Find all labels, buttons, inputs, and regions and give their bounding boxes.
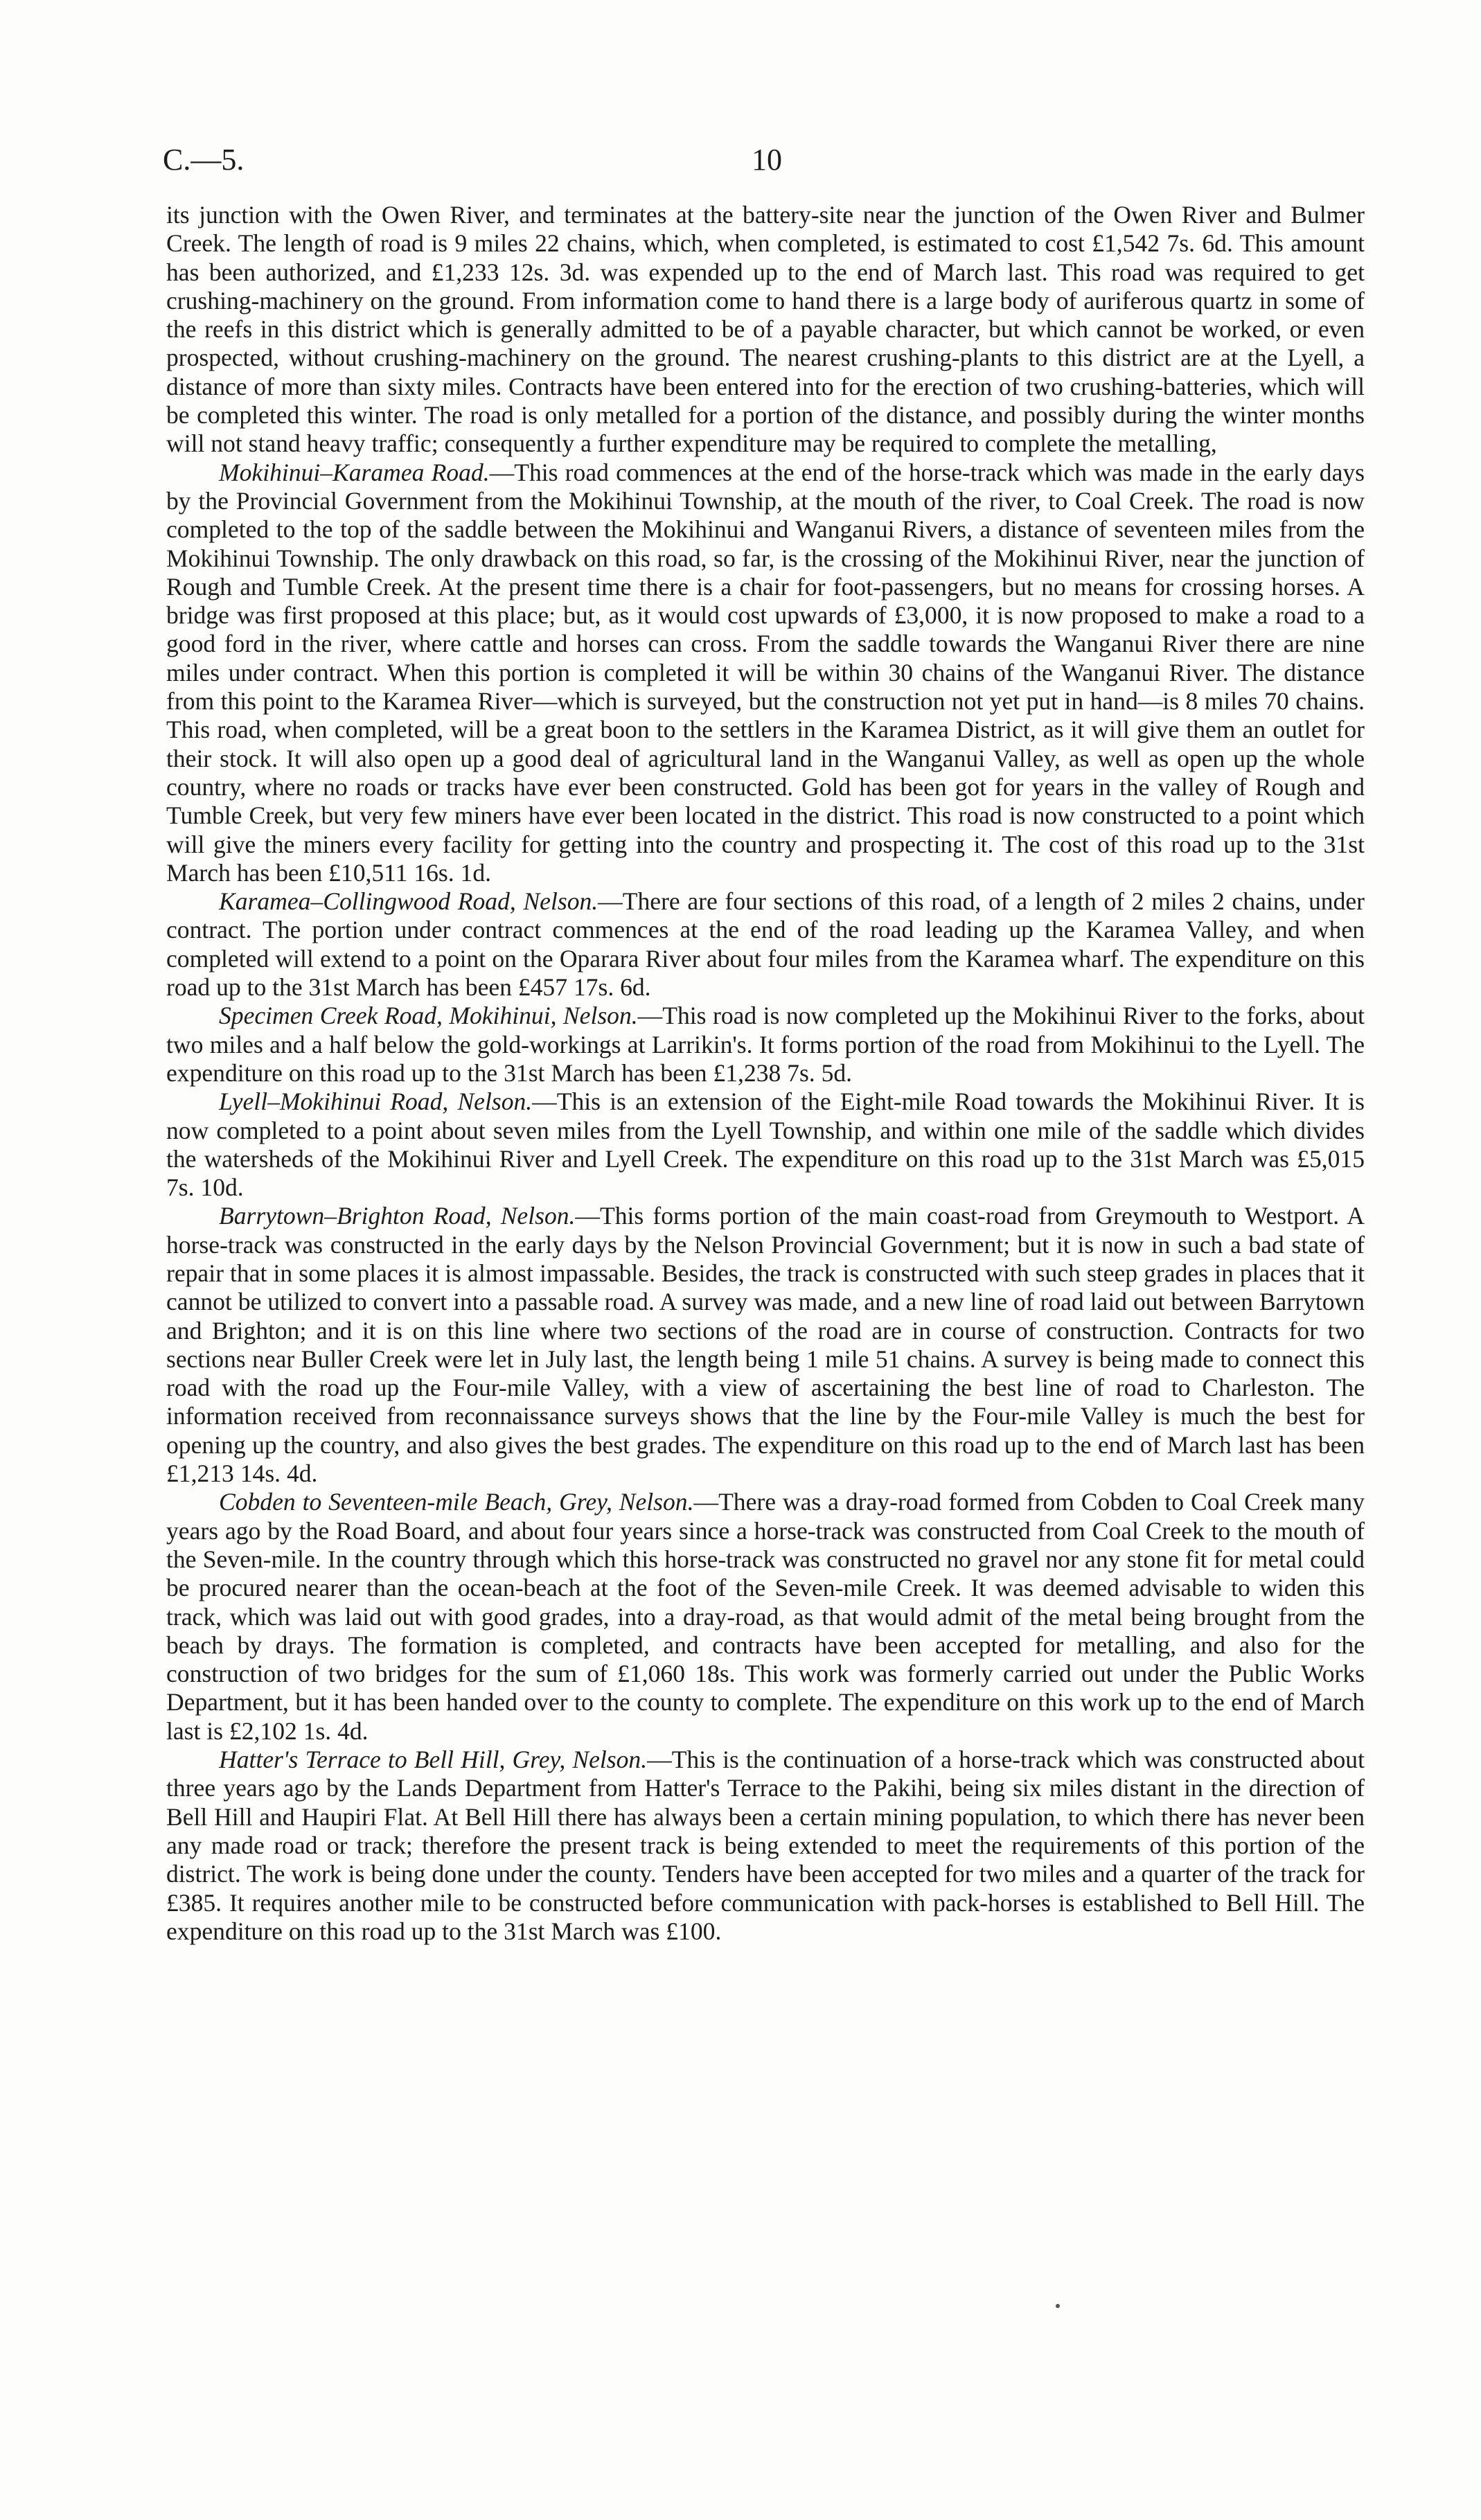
paragraph-title: Specimen Creek Road, Mokihinui, Nelson. [219,1002,638,1030]
paragraph-owen-river-road [166,201,1365,459]
paragraph-title: Lyell–Mokihinui Road, Nelson. [219,1088,533,1116]
paragraph-title: Cobden to Seventeen-mile Beach, Grey, Nelson. [219,1488,694,1516]
paragraph-text: —This is the continuation of a horse-track which was constructed about three years ago by the Lands Department from Hatter's Terrace to the Pakihi, being six miles distant in the direction of Bell Hill and Haupiri Flat. At Bell Hill there has always been a certain mining population, to which there has never been any made road or track; therefore the present track is being extended to meet the requirements of this portion of the district. The work is being done under the county. Tenders have been accepted for two miles and a quarter of the track for £385. It requires another mile to be constructed before communication with pack-horses is established to Bell Hill. The expenditure on this road up to the 31st March was £100. [166,1746,1365,1945]
paragraph-text: —This road is now completed up the Mokihinui River to the forks, about two miles and a half below the gold-workings at Larrikin's. It forms portion of the road from Mokihinui to the Lyell. The expenditure on this road up to the 31st March has been £1,238 7s. 5d. [166,1002,1365,1087]
paragraph-hatters-terrace-bell-hill [166,1746,1365,1946]
page-number: 10 [752,143,782,177]
paragraph-specimen-creek-road [166,1002,1365,1088]
paragraph-title: Hatter's Terrace to Bell Hill, Grey, Nelson. [219,1746,648,1774]
paragraph-title: Barrytown–Brighton Road, Nelson. [219,1202,576,1230]
ink-speck [1056,2304,1060,2308]
paragraph-text: —This is an extension of the Eight-mile Road towards the Mokihinui River. It is now completed to a point about seven miles from the Lyell Township, and within one mile of the saddle which divides the watersheds of the Mokihinui River and Lyell Creek. The expenditure on this road up to the 31st March was £5,015 7s. 10d. [166,1088,1365,1202]
paragraph-karamea-collingwood-road [166,887,1365,1002]
paragraph-barrytown-brighton-road [166,1202,1365,1488]
page-header [163,142,1375,184]
paragraph-cobden-seventeen-mile-beach [166,1488,1365,1746]
report-body [166,201,1365,1946]
paragraph-text: its junction with the Owen River, and terminates at the battery-site near the junction of the Owen River and Bulmer Creek. The length of road is 9 miles 22 chains, which, when completed, is estimated to cost £1,542 7s. 6d. This amount has been authorized, and £1,233 12s. 3d. was expended up to the end of March last. This road was required to get crushing-machinery on the ground. From information come to hand there is a large body of auriferous quartz in some of the reefs in this district which is generally admitted to be of a payable character, but which cannot be worked, or even prospected, without crushing-machinery on the ground. The nearest crushing-plants to this district are at the Lyell, a distance of more than sixty miles. Contracts have been entered into for the erection of two crushing-batteries, which will be completed this winter. The road is only metalled for a portion of the distance, and possibly during the winter months will not stand heavy traffic; consequently a further expenditure may be required to complete the metalling, [166,201,1365,458]
paragraph-text: —There are four sections of this road, of a length of 2 miles 2 chains, under contract. The portion under contract commences at the end of the road leading up the Karamea Valley, and when completed will extend to a point on the Oparara River about four miles from the Karamea wharf. The expenditure on this road up to the 31st March has been £457 17s. 6d. [166,887,1365,1002]
paragraph-text: —This road commences at the end of the horse-track which was made in the early days by the Provincial Government from the Mokihinui Township, at the mouth of the river, to Coal Creek. The road is now completed to the top of the saddle between the Mokihinui and Wanganui Rivers, a distance of seventeen miles from the Mokihinui Township. The only drawback on this road, so far, is the crossing of the Mokihinui River, near the junction of Rough and Tumble Creek. At the present time there is a chair for foot-passengers, but no means for crossing horses. A bridge was first proposed at this place; but, as it would cost upwards of £3,000, it is now proposed to make a road to a good ford in the river, where cattle and horses can cross. From the saddle towards the Wanganui River there are nine miles under contract. When this portion is completed it will be within 30 chains of the Wanganui River. The distance from this point to the Karamea River—which is surveyed, but the construction not yet put in hand—is 8 miles 70 chains. This road, when completed, will be a great boon to the settlers in the Karamea District, as it will give them an outlet for their stock. It will also open up a good deal of agricultural land in the Wanganui Valley, as well as open up the whole country, where no roads or tracks have ever been constructed. Gold has been got for years in the valley of Rough and Tumble Creek, but very few miners have ever been located in the district. This road is now constructed to a point which will give the miners every facility for getting into the country and prospecting it. The cost of this road up to the 31st March has been £10,511 16s. 1d. [166,458,1365,887]
paragraph-title: Karamea–Collingwood Road, Nelson. [219,887,598,916]
paragraph-title: Mokihinui–Karamea Road. [219,458,490,486]
paragraph-text: —There was a dray-road formed from Cobden to Coal Creek many years ago by the Road Board, and about four years since a horse-track was constructed from Coal Creek to the mouth of the Seven-mile. In the country through which this horse-track was constructed no gravel nor any stone fit for metal could be procured nearer than the ocean-beach at the foot of the Seven-mile Creek. It was deemed advisable to widen this track, which was laid out with good grades, into a dray-road, as that would admit of the metal being brought from the beach by drays. The formation is completed, and contracts have been accepted for metalling, and also for the construction of two bridges for the sum of £1,060 18s. This work was formerly carried out under the Public Works Department, but it has been handed over to the county to complete. The expenditure on this work up to the end of March last is £2,102 1s. 4d. [166,1488,1365,1745]
paper-reference: C.—5. [163,143,245,177]
paragraph-text: —This forms portion of the main coast-road from Greymouth to Westport. A horse-track was constructed in the early days by the Nelson Provincial Government; but it is now in such a bad state of repair that in some places it is almost impassable. Besides, the track is constructed with such steep grades in places that it cannot be utilized to convert into a passable road. A survey was made, and a new line of road laid out between Barrytown and Brighton; and it is on this line where two sections of the road are in course of construction. Contracts for two sections near Buller Creek were let in July last, the length being 1 mile 51 chains. A survey is being made to connect this road with the road up the Four-mile Valley, with a view of ascertaining the best line of road to Charleston. The information received from reconnaissance surveys shows that the line by the Four-mile Valley is much the best for opening up the country, and also gives the best grades. The expenditure on this road up to the end of March last has been £1,213 14s. 4d. [166,1202,1365,1488]
paragraph-lyell-mokihinui-road [166,1088,1365,1202]
paragraph-mokihinui-karamea-road [166,459,1365,887]
